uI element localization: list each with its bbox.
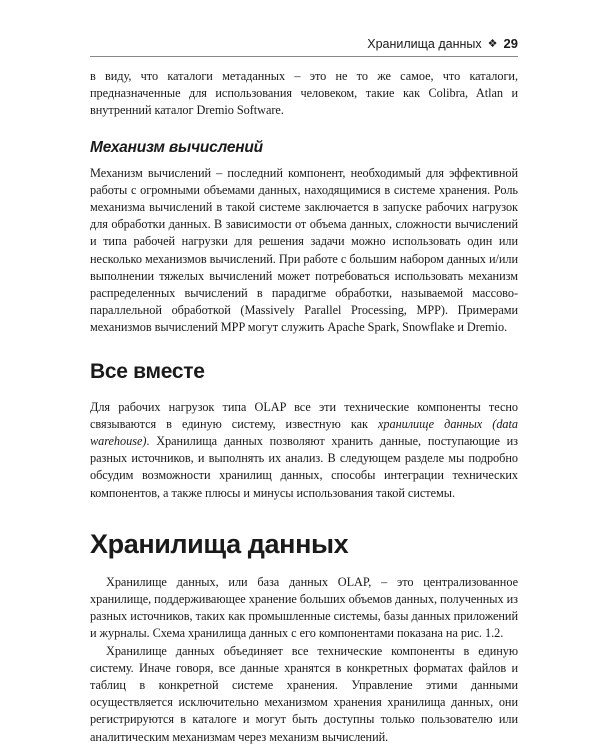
all-together-heading: Все вместе	[90, 359, 205, 383]
data-warehouse-term: хранилище данных (data warehouse)	[90, 416, 518, 449]
all-together-text-start: Для рабочих нагрузок типа OLAP все эти технические компоненты тесно связываются в единую систему, известную как	[90, 399, 518, 431]
compute-engine-paragraph: Механизм вычислений – последний компонент, необходимый для эффективной работы с огромными объемами данных, находящимися в системе хранения. Роль механизма вычислений в такой системе заключается в запуске рабочих нагрузок для обработки данных. В зависимости от объема данных, сложности вычислений и типа рабочей нагрузки для решения задачи можно использовать один или несколько механизмов вычислений. При работе с большим набором данных и/или выполнении тяжелых вычислений может потребоваться использовать механизм распределенных вычислений в парадигме обработки, называемой массово-параллельной обработкой (Massively Parallel Processing, MPP). Примерами механизмов вычислений MPP могут служить Apache Spark, Snowflake и Dremio.	[90, 165, 518, 335]
running-header	[90, 36, 518, 51]
header-divider	[90, 56, 518, 57]
data-warehouses-paragraph-1: Хранилище данных, или база данных OLAP, – это централизованное хранилище, поддерживающее хранение больших объемов данных, полученных из разных источников, таких как промышленные системы, базы данных приложений и журналы. Схема хранилища данных с его компонентами показана на рис. 1.2.	[90, 574, 518, 641]
all-together-text-end: . Хранилища данных позволяют хранить данные, поступающие из разных источников, и выполнять их анализ. В следующем разделе мы подробно обсудим возможности хранилищ данных, способы интеграции технических компонентов, а также плюсы и минусы использования такой системы.	[90, 434, 518, 500]
page-number: 29	[503, 36, 518, 51]
diamond-icon: ❖	[487, 38, 498, 50]
data-warehouses-paragraph-2: Хранилище данных объединяет все технические компоненты в единую систему. Иначе говоря, все данные хранятся в конкретных форматах файлов и таблиц в конкретной системе хранения. Управление этими данными осуществляется исключительно механизмом хранения хранилища данных, они регистрируются в каталоге и могут быть доступны только пользователю или аналитическим механизмам через механизм вычислений.	[90, 643, 518, 744]
running-header-title: Хранилища данных	[367, 36, 482, 51]
all-together-paragraph	[90, 399, 518, 502]
intro-paragraph: в виду, что каталоги метаданных – это не то же самое, что каталоги, предназначенные для использования человеком, такие как Colibra, Atlan и внутренний каталог Dremio Software.	[90, 69, 518, 118]
data-warehouses-heading: Хранилища данных	[90, 528, 349, 559]
page-body	[90, 68, 518, 746]
compute-engine-heading: Механизм вычислений	[90, 138, 263, 156]
